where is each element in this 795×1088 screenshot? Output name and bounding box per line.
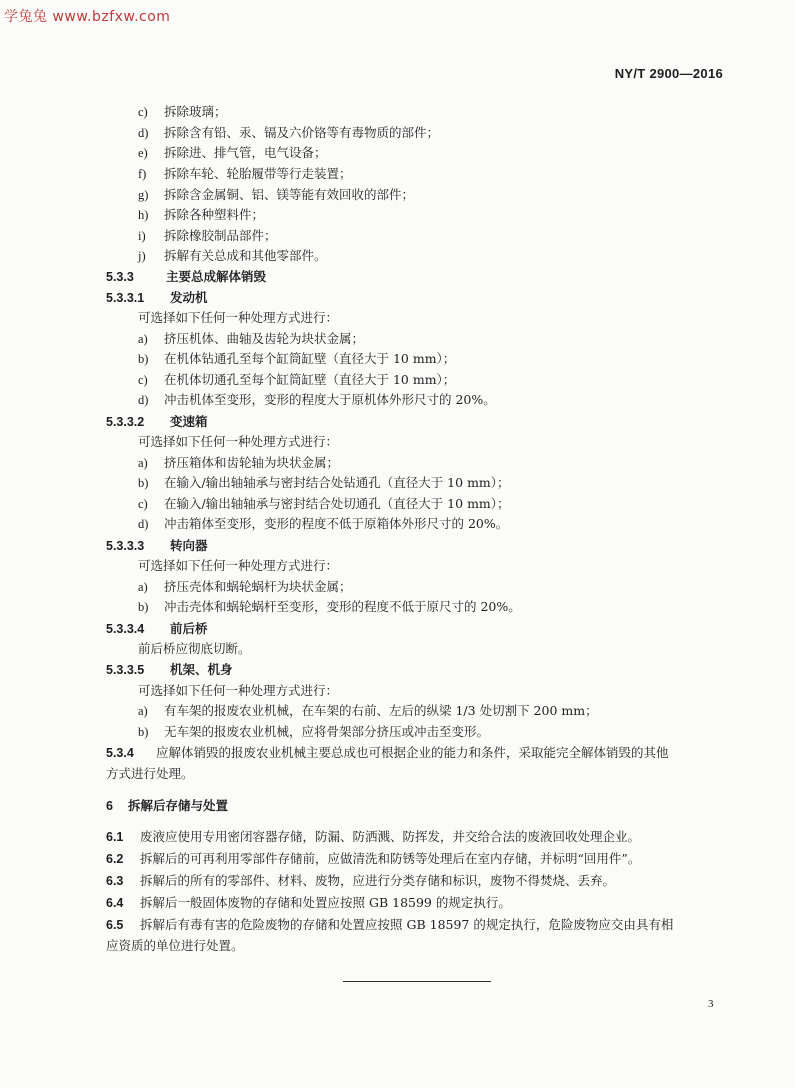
list-item: a) 挤压机体、曲轴及齿轮为块状金属；	[138, 331, 365, 346]
list-item: j) 拆解有关总成和其他零部件。	[138, 248, 327, 263]
list-item: f) 拆除车轮、轮胎履带等行走装置；	[138, 166, 352, 181]
paragraph-continuation: 应资质的单位进行处置。	[106, 938, 244, 953]
list-item: e) 拆除进、排气管，电气设备；	[138, 145, 327, 160]
list-item: b) 在机体钻通孔至每个缸筒缸壁（直径大于 10 mm）；	[138, 351, 456, 366]
list-item: i) 拆除橡胶制品部件；	[138, 228, 277, 243]
clause-6-2: 6.2 拆解后的可再利用零部件存储前，应做清洗和防锈等处理后在室内存储，并标明“回用件”。	[106, 851, 641, 866]
paragraph: 可选择如下任何一种处理方式进行：	[138, 683, 339, 698]
list-item: c) 在输入/输出轴轴承与密封结合处切通孔（直径大于 10 mm）；	[138, 496, 510, 511]
paragraph: 可选择如下任何一种处理方式进行：	[138, 434, 339, 449]
clause-6-1: 6.1 废液应使用专用密闭容器存储，防漏、防洒溅、防挥发，并交给合法的废液回收处理企业。	[106, 829, 641, 844]
list-item: b) 在输入/输出轴轴承与密封结合处钻通孔（直径大于 10 mm）；	[138, 475, 510, 490]
list-item: a) 挤压箱体和齿轮轴为块状金属；	[138, 455, 340, 470]
list-item: b) 冲击壳体和蜗轮蜗杆至变形，变形的程度不低于原尺寸的 20%。	[138, 599, 521, 614]
paragraph: 可选择如下任何一种处理方式进行：	[138, 558, 339, 573]
paragraph: 前后桥应彻底切断。	[138, 641, 251, 656]
list-item: h) 拆除各种塑料件；	[138, 207, 265, 222]
watermark: 学兔兔 www.bzfxw.com	[4, 9, 171, 25]
paragraph: 可选择如下任何一种处理方式进行：	[138, 310, 339, 325]
list-item: a) 挤压壳体和蜗轮蜗杆为块状金属；	[138, 579, 352, 594]
section-5-3-4: 5.3.4 应解体销毁的报废农业机械主要总成也可根据企业的能力和条件，采取能完全解体销毁的其他	[106, 745, 669, 760]
section-heading-5-3-3-3: 5.3.3.3 转向器	[106, 538, 208, 553]
list-item: c) 拆除玻璃；	[138, 104, 227, 119]
list-item: g) 拆除含金属铜、铝、镁等能有效回收的部件；	[138, 187, 415, 202]
paragraph-continuation: 方式进行处理。	[106, 766, 194, 781]
clause-6-4: 6.4 拆解后一般固体废物的存储和处置应按照 GB 18599 的规定执行。	[106, 895, 511, 910]
end-rule	[343, 981, 491, 982]
clause-6-3: 6.3 拆解后的所有的零部件、材料、废物，应进行分类存储和标识，废物不得焚烧、丢弃。	[106, 873, 616, 888]
section-heading-5-3-3-2: 5.3.3.2 变速箱	[106, 414, 208, 429]
list-item: a) 有车架的报废农业机械，在车架的右前、左后的纵梁 1/3 处切割下 200 mm；	[138, 703, 598, 718]
page-number: 3	[708, 998, 714, 1010]
list-item: c) 在机体切通孔至每个缸筒缸壁（直径大于 10 mm）；	[138, 372, 456, 387]
list-item: d) 冲击机体至变形，变形的程度大于原机体外形尺寸的 20%。	[138, 392, 496, 407]
section-heading-5-3-3: 5.3.3 主要总成解体销毁	[106, 269, 267, 284]
section-heading-5-3-3-1: 5.3.3.1 发动机	[106, 290, 208, 305]
clause-6-5: 6.5 拆解后有毒有害的危险废物的存储和处置应按照 GB 18597 的规定执行，危险废物应交由具有相	[106, 917, 674, 932]
section-heading-6: 6 拆解后存储与处置	[106, 798, 229, 813]
section-heading-5-3-3-5: 5.3.3.5 机架、机身	[106, 662, 233, 677]
list-item: d) 冲击箱体至变形，变形的程度不低于原箱体外形尺寸的 20%。	[138, 516, 509, 531]
list-item: b) 无车架的报废农业机械，应将骨架部分挤压或冲击至变形。	[138, 724, 490, 739]
list-item: d) 拆除含有铅、汞、镉及六价铬等有毒物质的部件；	[138, 125, 440, 140]
document-id: NY/T 2900—2016	[614, 66, 723, 81]
section-heading-5-3-3-4: 5.3.3.4 前后桥	[106, 621, 208, 636]
